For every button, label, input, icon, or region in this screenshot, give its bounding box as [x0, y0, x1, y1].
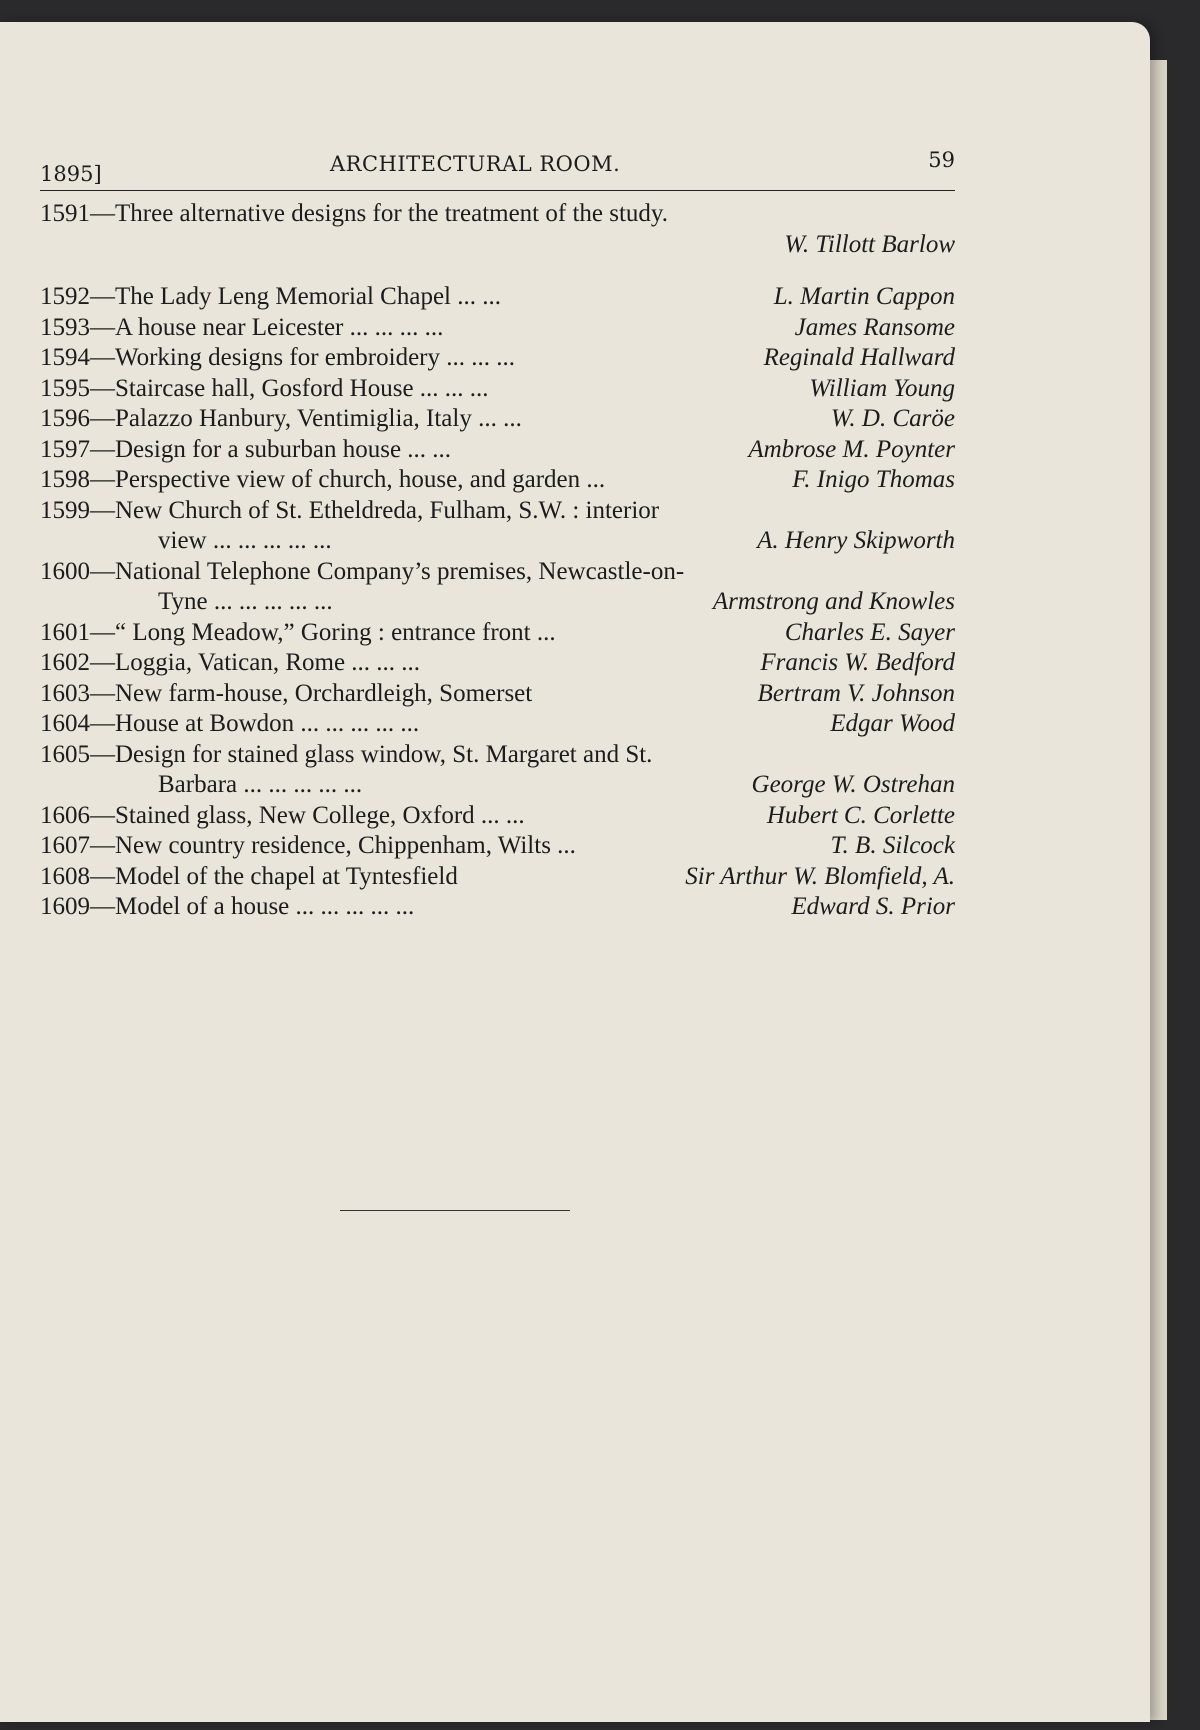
entry-author: F. Inigo Thomas: [792, 466, 955, 493]
catalogue-entry: [40, 680, 955, 711]
entry-title: 1602—Loggia, Vatican, Rome ... ... ...: [40, 649, 421, 676]
entry-title: view ... ... ... ... ...: [158, 527, 332, 554]
entry-title: 1592—The Lady Leng Memorial Chapel ... ...: [40, 283, 501, 310]
entry-author: W. Tillott Barlow: [784, 230, 955, 258]
entry-author: George W. Ostrehan: [751, 771, 955, 798]
entry-title: 1597—Design for a suburban house ... ...: [40, 435, 452, 463]
catalogue-entry: [40, 466, 955, 497]
entry-title: 1608—Model of the chapel at Tyntesfield: [40, 862, 458, 890]
book-page: [0, 22, 1150, 1722]
entry-author: Sir Arthur W. Blomfield, A.: [685, 862, 955, 890]
entry-title: 1596—Palazzo Hanbury, Ventimiglia, Italy ... ...: [40, 405, 522, 432]
entry-author: T. B. Silcock: [830, 832, 955, 859]
entry-title: 1591—Three alternative designs for the treatment of the study.: [40, 200, 669, 227]
entry-author: Edgar Wood: [830, 710, 955, 737]
catalogue-entry: [40, 832, 955, 863]
catalogue-entry: [40, 619, 955, 650]
catalogue-entry: [40, 558, 955, 589]
catalogue-entry: [40, 741, 955, 772]
catalogue-entry: [40, 649, 955, 680]
entry-title: 1599—New Church of St. Etheldreda, Fulham, S.W. : interior: [40, 496, 660, 524]
entry-title: Tyne ... ... ... ... ...: [158, 588, 333, 615]
entry-author: W. D. Caröe: [830, 405, 955, 432]
entry-title: 1600—National Telephone Company’s premises, Newcastle-on-: [40, 557, 685, 585]
entry-author: Francis W. Bedford: [760, 649, 955, 676]
page-number: 59: [928, 148, 955, 172]
entry-title: 1609—Model of a house ... ... ... ... ...: [40, 893, 415, 920]
entry-author: Bertram V. Johnson: [757, 679, 955, 707]
entry-author: Reginald Hallward: [763, 344, 955, 371]
entry-title: 1594—Working designs for embroidery ... ... ...: [40, 344, 515, 371]
catalogue-entry: [40, 375, 955, 406]
header-year: 1895]: [40, 162, 102, 186]
catalogue-entry: [40, 802, 955, 833]
header-rule: [40, 190, 955, 191]
entry-title: 1603—New farm-house, Orchardleigh, Somerset: [40, 679, 533, 707]
entry-title: 1604—House at Bowdon ... ... ... ... ...: [40, 710, 420, 737]
catalogue-list: [40, 200, 955, 924]
catalogue-entry: [40, 497, 955, 528]
entry-author: Hubert C. Corlette: [766, 801, 955, 829]
section-divider: [340, 1210, 570, 1211]
catalogue-entry: [40, 527, 955, 558]
entry-author: Ambrose M. Poynter: [748, 435, 955, 463]
entry-title: 1606—Stained glass, New College, Oxford ... ...: [40, 801, 525, 829]
entry-author: Charles E. Sayer: [784, 618, 955, 646]
entry-author: Edward S. Prior: [791, 893, 955, 920]
entry-author: L. Martin Cappon: [773, 283, 955, 310]
entry-title: 1593—A house near Leicester ... ... ... ...: [40, 313, 444, 341]
entry-title: Barbara ... ... ... ... ...: [158, 771, 363, 798]
catalogue-entry: [40, 314, 955, 345]
entry-title: 1598—Perspective view of church, house, and garden ...: [40, 466, 606, 493]
catalogue-entry: [40, 893, 955, 924]
catalogue-entry: [40, 771, 955, 802]
entry-title: 1595—Staircase hall, Gosford House ... ... ...: [40, 374, 489, 402]
entry-author: Armstrong and Knowles: [712, 588, 955, 615]
entry-author: James Ransome: [794, 313, 955, 341]
catalogue-entry: [40, 200, 955, 231]
catalogue-entry: [40, 231, 955, 262]
entry-author: A. Henry Skipworth: [757, 527, 955, 554]
entry-title: 1601—“ Long Meadow,” Goring : entrance front ...: [40, 618, 556, 646]
running-header: [40, 140, 955, 186]
header-title: ARCHITECTURAL ROOM.: [330, 152, 621, 176]
entry-title: 1607—New country residence, Chippenham, Wilts ...: [40, 832, 576, 859]
catalogue-entry: [40, 863, 955, 894]
catalogue-entry: [40, 710, 955, 741]
catalogue-entry: [40, 344, 955, 375]
entry-author: William Young: [809, 374, 955, 402]
catalogue-entry: [40, 283, 955, 314]
catalogue-entry: [40, 436, 955, 467]
catalogue-entry: [40, 588, 955, 619]
entry-title: 1605—Design for stained glass window, St. Margaret and St.: [40, 740, 653, 768]
catalogue-entry: [40, 405, 955, 436]
